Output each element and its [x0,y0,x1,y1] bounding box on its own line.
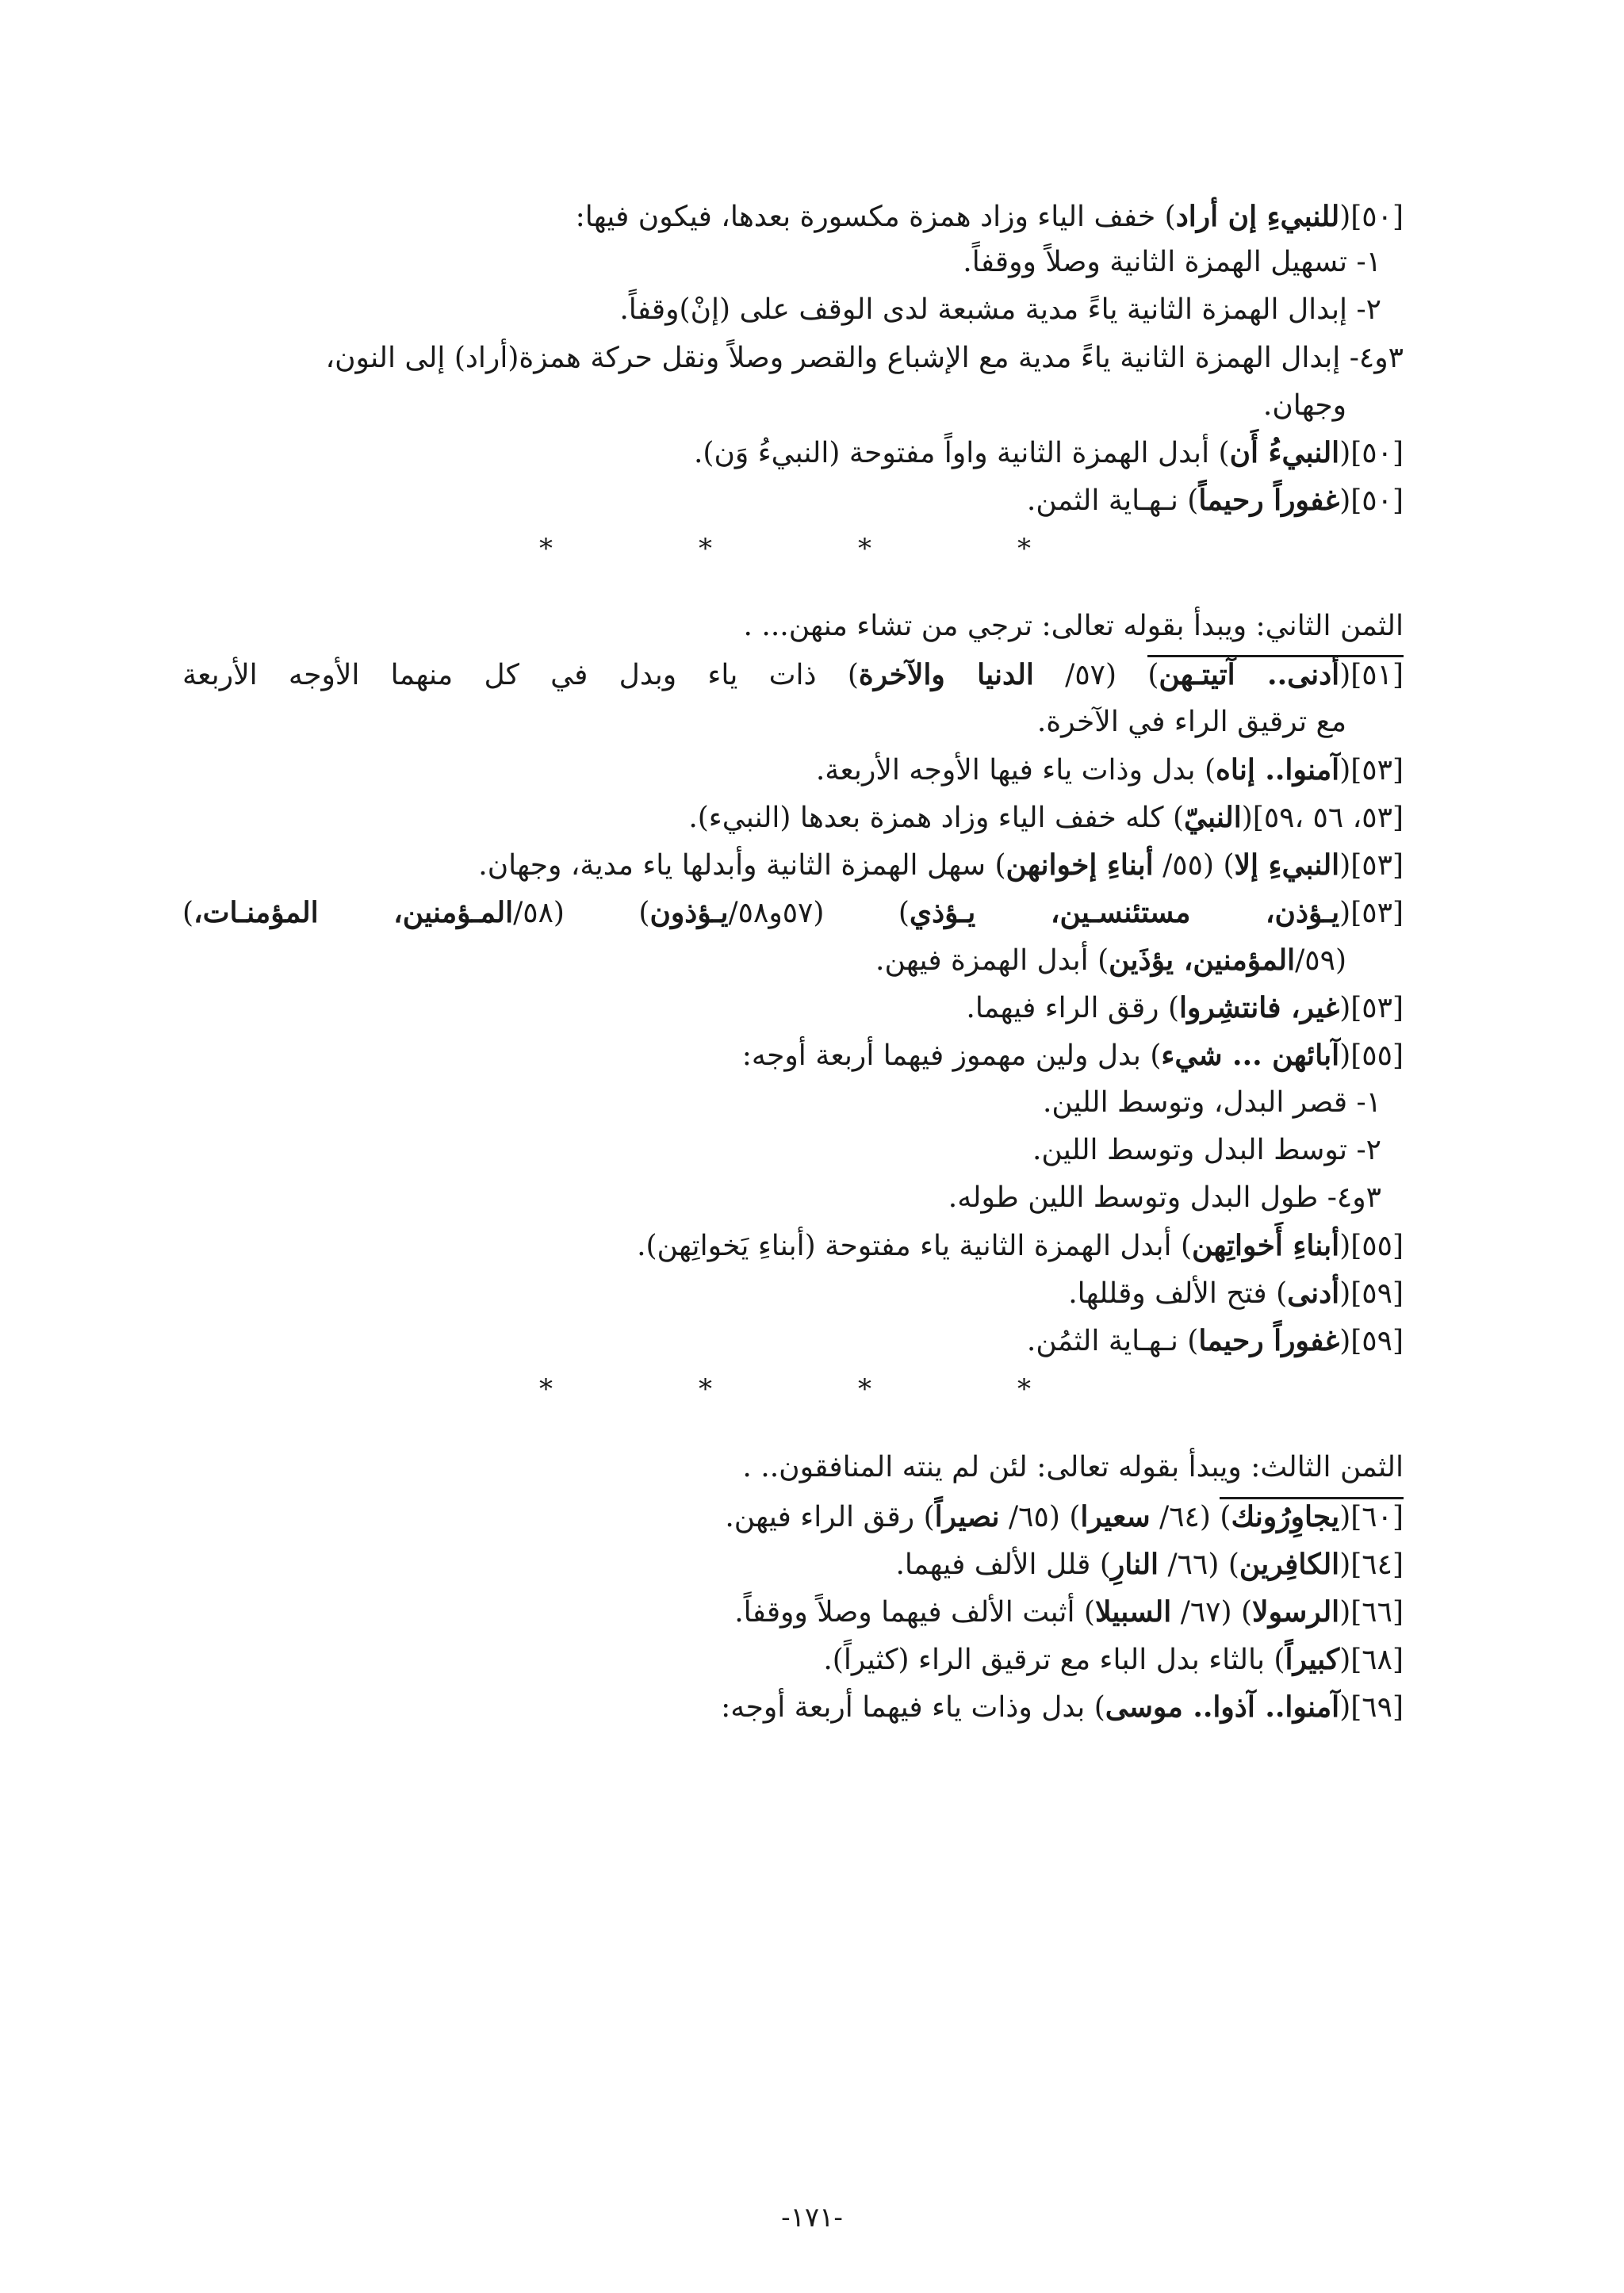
verse-ref: ٥٥ [1362,1230,1392,1262]
verse-ref: ٥٣ [1362,754,1392,787]
entry-text: (٦٤/ [1150,1501,1220,1533]
verse-ref: ٥٣ [1362,849,1392,882]
entry-text: كله خفف الياء وزاد همزة بعدها (النبيء). [688,802,1173,834]
entry-line: [٥٥](أبناءِ أَخواتِهن) أبدل الهمزة الثانية ياء مفتوحة (أبناءِ يَخواتِهن). [637,1229,1404,1262]
entry-line: [٥٣](غير، فانتشِروا) رقق الراء فيهما. [966,991,1404,1024]
entry-text: بدل ولين مهموز فيهما أربعة أوجه: [741,1039,1151,1072]
quran-term: يـؤذون [649,896,729,929]
quran-term: الرسولا [1252,1595,1340,1629]
entry-text: خفف الياء وزاد همزة مكسورة بعدها، فيكون فيها: [575,201,1165,233]
quran-term: أبناءِ إخوانهن [1005,848,1154,882]
verse-ref: ٥٩ [1362,1277,1392,1310]
continuation-line: وجهان. [1262,389,1346,422]
quran-term: النبيّ [1184,801,1242,834]
verse-ref: ٥٩ [1362,1325,1392,1357]
entry-text: رقق الراء فيهن. [725,1501,924,1533]
list-item: ١- تسهيل الهمزة الثانية وصلاً ووقفاً. [963,246,1381,278]
list-item: ٢- إبدال الهمزة الثانية ياءً مدية مشبعة لدى الوقف على (إنْ)وقفاً. [619,293,1381,326]
entry-line: [٦٤](الكافِرين) (٦٦/ النارِ) قلل الألف فيهما. [895,1548,1404,1581]
quran-term: سعيرا [1080,1500,1151,1533]
divider-star: * [699,1373,712,1405]
verse-ref: ٥١ [1362,659,1392,691]
quran-term: يجاوِرُونك [1231,1500,1340,1533]
entry-line: [٦٦](الرسولا) (٦٧/ السبيلا) أثبت الألف فيهما وصلاً ووقفاً. [734,1595,1404,1629]
quran-term: النبيءِ إلا [1234,848,1340,882]
entry-text: ذات ياء وبدل في كل منهما الأوجه الأربعة [182,659,848,691]
entry-line: [٥٩](غفوراً رحيما) نـهـاية الثمُن. [1026,1324,1404,1357]
quran-term: آبائهن ... شيء [1161,1039,1340,1072]
quran-term: المؤمنين، يؤذَين [1109,944,1296,977]
document-page [182,0,1404,2293]
entry-text: (٥٥/ [1153,849,1224,882]
entry-line: [٥٣](يـؤذن، مستئنسـين، يـؤذي) (٥٧و٥٨/يـؤذون) (٥٨/المـؤمنين، المؤمنـات،) [182,896,1404,929]
quran-term: نصيراً [934,1500,1000,1533]
quran-term: للنبيءِ إن أراد [1175,200,1340,233]
divider-star: * [539,533,553,565]
quran-term: المـؤمنين، المؤمنـات، [193,896,514,929]
entry-text: قلل الألف فيهما. [895,1548,1100,1581]
quran-term: النارِ [1110,1548,1159,1581]
quran-term: أدنى [1287,1277,1340,1310]
verse-ref: ٦٩ [1362,1691,1392,1724]
quran-term: غير، فانتشِروا [1179,991,1340,1024]
quran-term: غفوراً رحيما [1198,1324,1340,1357]
entry-text: رقق الراء فيهما. [966,992,1168,1024]
verse-ref: ٥٣، ٥٦ ،٥٩ [1263,802,1392,834]
continuation-line: مع ترقيق الراء في الآخرة. [1036,706,1346,738]
entry-line: [٦٩](آمنوا.. آذوا.. موسى) بدل وذات ياء فيهما أربعة أوجه: [721,1690,1404,1724]
quran-term: آمنوا.. آذوا.. موسى [1105,1690,1340,1724]
quran-term: السبيلا [1094,1595,1172,1629]
verse-ref: ٥٣ [1362,897,1392,929]
entry-text: (٥٧و٥٨/ [728,897,898,929]
entry-text: (٦٥/ [999,1501,1070,1533]
quran-term: أبناءِ أَخواتِهن [1192,1229,1340,1262]
list-item: ٣و٤- إبدال الهمزة الثانية ياءً مدية مع الإشباع والقصر وصلاً ونقل حركة همزة(أراد) إلى النون، [325,342,1404,374]
divider-star: * [858,1373,871,1405]
verse-ref: ٥٥ [1362,1039,1392,1072]
verse-ref: ٥٣ [1362,992,1392,1024]
entry-line: [٥٥](آبائهن ... شيء) بدل ولين مهموز فيهما أربعة أوجه: [741,1039,1404,1072]
divider-star: * [699,533,712,565]
entry-line: [٦٠](يجاوِرُونك) (٦٤/ سعيرا) (٦٥/ نصيراً) رقق الراء فيهن. [725,1497,1404,1537]
divider-star: * [858,533,871,565]
quran-term: غفوراً رحيماً [1198,484,1340,517]
list-item: ٣و٤- طول البدل وتوسط اللين طوله. [948,1181,1381,1214]
entry-text: بدل وذات ياء فيها الأوجه الأربعة. [815,754,1205,787]
entry-line: [٥٣](النبيءِ إلا) (٥٥/ أبناءِ إخوانهن) سهل الهمزة الثانية وأبدلها ياء مدية، وجهان. [478,848,1404,882]
entry-text: (٥٧/ [1033,659,1148,691]
entry-line: [٥٩](أدنى) فتح الألف وقللها. [1068,1277,1404,1310]
entry-line: [٥٣، ٥٦ ،٥٩](النبيّ) كله خفف الياء وزاد همزة بعدها (النبيء). [688,801,1404,834]
quran-term: الدنيا والآخرة [858,658,1034,691]
entry-text: نـهـاية الثمُن. [1026,1325,1188,1357]
quran-term: يـؤذن، مستئنسـين، يـؤذي [909,896,1340,929]
verse-ref: ٦٠ [1362,1501,1392,1533]
entry-text: نـهـاية الثمن. [1026,484,1188,517]
entry-text: بدل وذات ياء فيهما أربعة أوجه: [721,1691,1094,1724]
entry-line: [٥٠](النبيءُ أَن) أبدل الهمزة الثانية واواً مفتوحة (النبيءُ وَن). [693,436,1404,469]
entry-text: (٦٧/ [1171,1596,1241,1629]
list-item: ٢- توسط البدل وتوسط اللين. [1032,1134,1381,1166]
entry-line: [٥١](أدنى.. آتيتـهن) (٥٧/ الدنيا والآخرة) ذات ياء وبدل في كل منهما الأوجه الأربعة [182,655,1404,695]
entry-text: أبدل الهمزة فيهن. [875,944,1098,977]
section-divider [539,533,1031,565]
list-item: ١- قصر البدل، وتوسط اللين. [1042,1086,1381,1119]
verse-ref: ٦٦ [1362,1596,1392,1629]
verse-ref: ٦٤ [1362,1548,1392,1581]
entry-line: [٥٣](آمنوا.. إناه) بدل وذات ياء فيها الأوجه الأربعة. [815,753,1404,787]
page-number: -١٧١- [781,2202,843,2234]
quran-term: الكافِرين [1239,1548,1340,1581]
section-heading: الثمن الثاني: ويبدأ بقوله تعالى: ترجي من تشاء منهن... . [743,610,1404,642]
entry-text: أبدل الهمزة الثانية ياء مفتوحة (أبناءِ يَخواتِهن). [637,1230,1181,1262]
quran-term: آمنوا.. إناه [1215,753,1340,787]
entry-text: أثبت الألف فيهما وصلاً ووقفاً. [734,1596,1084,1629]
section-divider [539,1373,1031,1405]
quran-term: النبيءُ أَن [1229,436,1340,469]
section-heading: الثمن الثالث: ويبدأ بقوله تعالى: لئن لم ينته المنافقون.. . [742,1451,1404,1483]
entry-line: [٥٠](للنبيءِ إن أراد) خفف الياء وزاد همزة مكسورة بعدها، فيكون فيها: [575,200,1404,233]
continuation-line: (٥٩/المؤمنين، يؤذَين) أبدل الهمزة فيهن. [875,944,1346,977]
entry-text: (٥٩/ [1295,944,1346,977]
entry-line: [٦٨](كبيراً) بالثاء بدل الباء مع ترقيق الراء (كثيراً). [823,1643,1404,1676]
entry-text: سهل الهمزة الثانية وأبدلها ياء مدية، وجهان. [478,849,995,882]
entry-text: (٥٨/ [513,897,639,929]
divider-star: * [539,1373,553,1405]
verse-ref: ٥٠ [1362,201,1392,233]
entry-text: (٦٦/ [1159,1548,1228,1581]
divider-star: * [1017,533,1031,565]
entry-line: [٥٠](غفوراً رحيماً) نـهـاية الثمن. [1026,484,1404,517]
entry-text: بالثاء بدل الباء مع ترقيق الراء (كثيراً). [823,1644,1274,1676]
entry-text: فتح الألف وقللها. [1068,1277,1277,1310]
verse-ref: ٦٨ [1362,1644,1392,1676]
verse-ref: ٥٠ [1362,484,1392,517]
quran-term: كبيراً [1285,1643,1340,1676]
divider-star: * [1017,1373,1031,1405]
verse-ref: ٥٠ [1362,437,1392,469]
entry-text: أبدل الهمزة الثانية واواً مفتوحة (النبيءُ وَن). [693,437,1219,469]
quran-term: أدنى.. آتيتـهن [1159,658,1340,691]
